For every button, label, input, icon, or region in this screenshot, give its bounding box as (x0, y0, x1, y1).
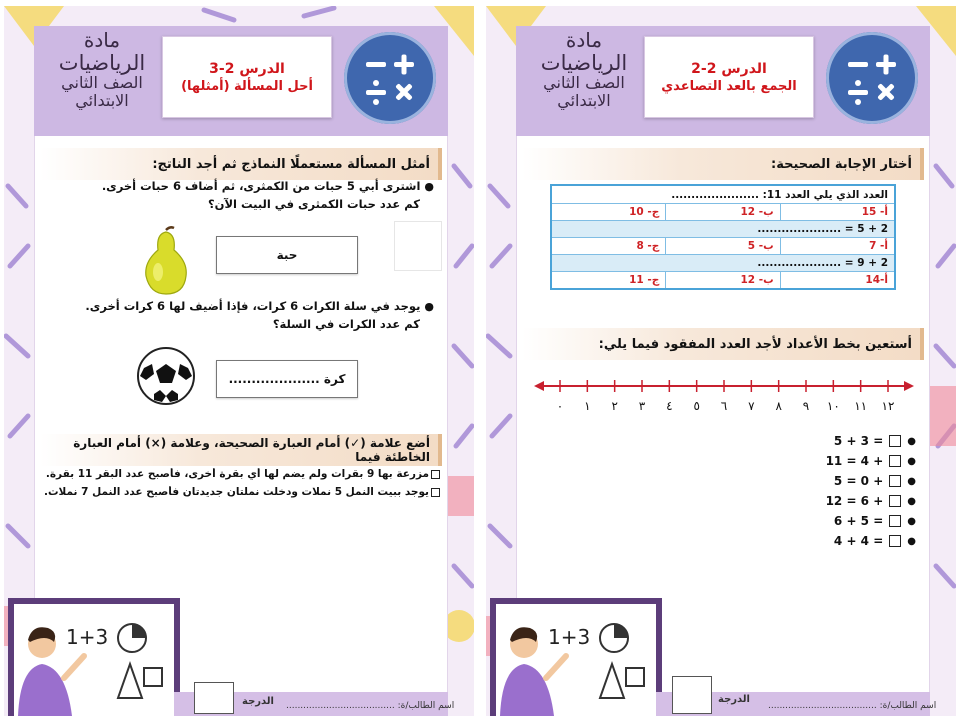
equation-text: 11 = 4 + (825, 454, 884, 468)
svg-text:1+3: 1+3 (66, 625, 109, 649)
tf-statement-2 (40, 486, 440, 498)
subject-line-2: الرياضيات (540, 50, 628, 75)
worksheet-left (4, 6, 474, 716)
equation-row (806, 432, 916, 450)
lesson-number: الدرس 2-2 (691, 60, 767, 77)
question-1-line-1: اشترى أبي 5 حبات من الكمثرى، ثم أضاف 6 حبات أخرى. (101, 179, 421, 193)
equation-text: 6 + 5 = (833, 514, 884, 528)
subject-line-4: الابتدائي (557, 90, 611, 110)
subject-title (518, 30, 650, 109)
bullet-icon: ● (907, 475, 916, 487)
answer-square[interactable] (889, 455, 901, 467)
mcq-question-1: العدد الذي يلي العدد 11: ...................... (552, 186, 894, 203)
subject-line-1: مادة (83, 28, 121, 52)
mcq-option[interactable]: أ- 15 (780, 204, 894, 220)
teacher-illustration (490, 598, 662, 716)
number-line-label: ٦ (720, 399, 728, 413)
lesson-number: الدرس 2-3 (209, 60, 285, 77)
answer-square[interactable] (889, 515, 901, 527)
mcq-question-2: 2 + 5 = ..................... (552, 221, 894, 237)
equation-text: 5 + 3 = (833, 434, 884, 448)
question-1 (54, 178, 434, 213)
mcq-option[interactable]: ج- 10 (629, 206, 660, 218)
student-name-label: اسم الطالب/ة: ...................................... (768, 701, 937, 711)
number-line (534, 370, 914, 420)
answer-square[interactable] (889, 535, 901, 547)
checkbox[interactable] (431, 488, 440, 497)
arrow-right-icon (904, 381, 914, 391)
equation-row (806, 472, 916, 490)
grade-box[interactable] (672, 676, 712, 714)
number-line-label: ١ (584, 399, 591, 413)
number-line-label: ٨ (775, 399, 782, 413)
arrow-left-icon (534, 381, 544, 391)
subject-line-3: الصف الثاني (61, 73, 143, 93)
subject-line-3: الصف الثاني (543, 73, 625, 93)
mcq-question-3: 2 + 9 = ..................... (552, 255, 894, 271)
subject-line-2: الرياضيات (58, 50, 146, 75)
svg-text:1+3: 1+3 (548, 625, 591, 649)
mcq-option[interactable]: ج- 8 (636, 240, 660, 252)
number-line-label: ٩ (802, 399, 810, 413)
mcq-option[interactable]: ج- 11 (629, 274, 660, 286)
tf-statement-1 (40, 468, 440, 480)
equation-text: 12 = 6 + (825, 494, 884, 508)
bullet-icon: ● (907, 455, 916, 467)
lesson-box (644, 36, 814, 118)
mcq-table (550, 184, 896, 290)
section-title-mcq: أختار الإجابة الصحيحة: (522, 148, 924, 180)
mcq-option[interactable]: ب- 12 (665, 272, 779, 288)
section-title-true-false: أضع علامة (✓) أمام العبارة الصحيحة، وعلامة (×) أمام العبارة الخاطئة فيما (40, 434, 442, 466)
bullet-icon: ● (424, 180, 434, 193)
math-operations-icon (826, 32, 918, 124)
bullet-icon: ● (907, 495, 916, 507)
question-2 (54, 298, 434, 333)
grade-label: الدرجة (718, 694, 750, 705)
math-operations-icon (344, 32, 436, 124)
section-title-number-line: أستعين بخط الأعداد لأجد العدد المفقود فيما يلي: (522, 328, 924, 360)
equation-row (806, 532, 916, 550)
question-2-line-1: يوجد في سلة الكرات 6 كرات، فإذا أضيف لها 6 كرات أخرى. (85, 299, 421, 313)
section-title-model: أمثل المسألة مستعملًا النماذج ثم أجد الناتج: (40, 148, 442, 180)
number-line-label: ٥ (693, 399, 700, 413)
pear-icon (136, 224, 192, 296)
number-line-label: ٣ (638, 399, 646, 413)
mcq-option[interactable]: ب- 5 (665, 238, 779, 254)
soccer-ball-icon (136, 346, 196, 406)
answer-square[interactable] (889, 435, 901, 447)
subject-line-4: الابتدائي (75, 90, 129, 110)
bullet-icon: ● (424, 300, 434, 313)
bullet-icon: ● (907, 435, 916, 447)
equation-row (806, 452, 916, 470)
number-line-label: ٢ (611, 399, 618, 413)
lesson-name: أحل المسألة (أمثلها) (181, 78, 313, 94)
lesson-box (162, 36, 332, 118)
lesson-name: الجمع بالعد التصاعدي (661, 78, 797, 94)
number-line-label: ١١ (854, 399, 868, 413)
equation-text: 5 = 0 + (833, 474, 884, 488)
answer-box-pears[interactable]: حبة (216, 236, 358, 274)
subject-line-1: مادة (565, 28, 603, 52)
grade-label: الدرجة (242, 696, 274, 707)
subject-title (36, 30, 168, 109)
worksheet-right (486, 6, 956, 716)
equation-row (806, 492, 916, 510)
blank-box (394, 221, 442, 271)
number-line-label: ١٠ (826, 399, 840, 413)
mcq-option[interactable]: أ- 7 (780, 238, 894, 254)
number-line-label: ١٢ (881, 399, 895, 413)
tf-statement-2-text: يوجد ببيت النمل 5 نملات ودخلت نملتان جديدتان فأصبح عدد النمل 7 نملات. (43, 486, 429, 498)
equation-text: 4 + 4 = (833, 534, 884, 548)
answer-square[interactable] (889, 495, 901, 507)
number-line-label: ٤ (666, 399, 673, 413)
answer-box-balls[interactable]: كرة .................... (216, 360, 358, 398)
answer-square[interactable] (889, 475, 901, 487)
bullet-icon: ● (907, 535, 916, 547)
mcq-option[interactable]: ب- 12 (665, 204, 779, 220)
teacher-illustration (8, 598, 180, 716)
equation-row (806, 512, 916, 530)
number-line-label: ٠ (556, 399, 564, 413)
number-line-label: ٧ (748, 399, 755, 413)
checkbox[interactable] (431, 470, 440, 479)
bullet-icon: ● (907, 515, 916, 527)
question-1-line-2: كم عدد حبات الكمثرى في البيت الآن؟ (207, 196, 420, 211)
mcq-option[interactable]: أ-14 (780, 272, 894, 288)
student-name-label: اسم الطالب/ة: ...................................... (286, 701, 455, 711)
tf-statement-1-text: مزرعة بها 9 بقرات ولم يضم لها أي بقرة أخرى، فأصبح عدد البقر 11 بقرة. (45, 468, 429, 480)
grade-box[interactable] (194, 682, 234, 714)
question-2-line-2: كم عدد الكرات في السلة؟ (272, 316, 420, 331)
